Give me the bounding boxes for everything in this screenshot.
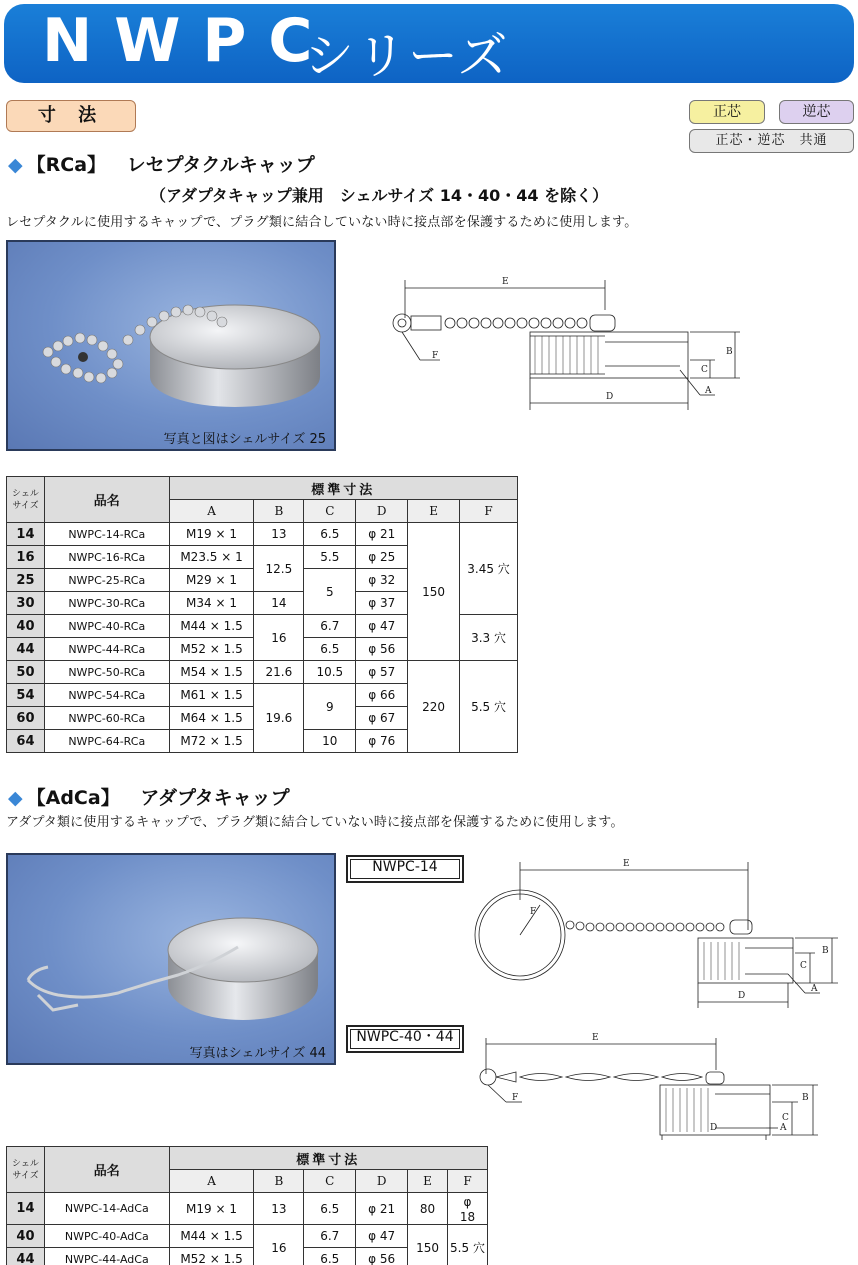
diamond-bullet-icon: ◆ [8, 787, 23, 809]
rca-heading-code: 【RCa】 [26, 154, 107, 176]
rca-label-e: E [502, 277, 509, 287]
col-c: C [304, 500, 356, 523]
table-row: 64 NWPC-64-RCa M72 × 1.5 10 φ 76 [7, 730, 518, 753]
col-b: B [254, 1170, 304, 1193]
col-part-name: 品名 [44, 1147, 169, 1193]
rca-dimension-drawing [380, 270, 760, 420]
rca-cap-image [8, 242, 336, 451]
table-row: 50 NWPC-50-RCa M54 × 1.5 21.6 10.5 φ 57 220 5.5 穴 [7, 661, 518, 684]
model-label-nwpc-40-44: NWPC-40・44 [346, 1025, 464, 1053]
adca2-label-a: A [780, 1123, 787, 1133]
col-f: F [448, 1170, 488, 1193]
series-suffix: シリーズ [304, 27, 510, 85]
rca-label-c: C [701, 365, 708, 375]
col-b: B [254, 500, 304, 523]
badge-gyakushin: 逆芯 [779, 100, 854, 124]
col-part-name: 品名 [44, 477, 169, 523]
adca1-label-f: F [530, 907, 537, 917]
adca-photo-caption: 写真はシェルサイズ 44 [189, 1046, 326, 1061]
col-shell-size: シェル サイズ [7, 477, 45, 523]
adca1-label-a: A [811, 984, 818, 994]
table-row: 16 NWPC-16-RCa M23.5 × 1 12.5 5.5 φ 25 [7, 546, 518, 569]
table-row: 44 NWPC-44-RCa M52 × 1.5 6.5 φ 56 [7, 638, 518, 661]
rca-label-b: B [726, 347, 733, 357]
table-row: 40 NWPC-40-RCa M44 × 1.5 16 6.7 φ 47 3.3 穴 [7, 615, 518, 638]
rca-label-a: A [705, 386, 712, 396]
adca-description: アダプタ類に使用するキャップで、プラグ類に結合していない時に接点部を保護するために使用します。 [6, 815, 624, 830]
table-row: 40 NWPC-40-AdCa M44 × 1.5 16 6.7 φ 47 150 5.5 穴 [7, 1225, 488, 1248]
adca-drawing-nwpc-14 [470, 850, 850, 1010]
col-shell-size: シェル サイズ [7, 1147, 45, 1193]
table-row: 25 NWPC-25-RCa M29 × 1 5 φ 32 [7, 569, 518, 592]
table-row: 54 NWPC-54-RCa M61 × 1.5 19.6 9 φ 66 [7, 684, 518, 707]
adca-cap-image [8, 855, 336, 1065]
col-e: E [408, 500, 460, 523]
rca-subheading: （アダプタキャップ兼用 シェルサイズ 14・40・44 を除く） [150, 186, 609, 205]
rca-description: レセプタクルに使用するキャップで、プラグ類に結合していない時に接点部を保護するために使用します。 [6, 215, 638, 230]
col-standard-dims: 標準寸法 [169, 1147, 487, 1170]
adca-heading [8, 783, 290, 810]
series-name: NWPC [42, 6, 335, 76]
section-tag-dimensions: 寸 法 [6, 100, 136, 132]
rca-label-f: F [432, 351, 439, 361]
adca2-label-c: C [782, 1113, 789, 1123]
table-row: 14 NWPC-14-AdCa M19 × 1 13 6.5 φ 21 80 φ 18 [7, 1193, 488, 1225]
table-row: 60 NWPC-60-RCa M64 × 1.5 φ 67 [7, 707, 518, 730]
col-a: A [169, 1170, 254, 1193]
adca1-label-e: E [623, 859, 630, 869]
table-row: 14 NWPC-14-RCa M19 × 1 13 6.5 φ 21 150 3.45 穴 [7, 523, 518, 546]
badge-common: 正芯・逆芯 共通 [689, 129, 854, 153]
col-a: A [169, 500, 254, 523]
diamond-bullet-icon: ◆ [8, 154, 23, 176]
col-f: F [460, 500, 518, 523]
table-row: 30 NWPC-30-RCa M34 × 1 14 φ 37 [7, 592, 518, 615]
table-row: 44 NWPC-44-AdCa M52 × 1.5 6.5 φ 56 [7, 1248, 488, 1265]
rca-heading [8, 150, 315, 177]
adca-dimension-table [6, 1146, 488, 1265]
col-c: C [304, 1170, 356, 1193]
rca-dimension-table [6, 476, 518, 753]
adca-heading-name: アダプタキャップ [140, 787, 290, 809]
series-banner [4, 4, 854, 83]
adca2-label-b: B [802, 1093, 809, 1103]
adca-heading-code: 【AdCa】 [26, 787, 120, 809]
adca2-label-f: F [512, 1093, 519, 1103]
rca-product-photo [6, 240, 336, 451]
adca2-label-e: E [592, 1033, 599, 1043]
rca-photo-caption: 写真と図はシェルサイズ 25 [163, 432, 326, 447]
adca-drawing-nwpc-40-44 [470, 1030, 850, 1140]
col-d: D [356, 1170, 408, 1193]
adca1-label-b: B [822, 946, 829, 956]
col-standard-dims: 標準寸法 [169, 477, 517, 500]
adca2-label-d: D [710, 1123, 718, 1133]
adca1-label-d: D [738, 991, 746, 1001]
rca-heading-name: レセプタクルキャップ [126, 154, 315, 176]
col-d: D [356, 500, 408, 523]
rca-label-d: D [606, 392, 614, 402]
model-label-nwpc-14: NWPC-14 [346, 855, 464, 883]
badge-seishin: 正芯 [689, 100, 765, 124]
adca-product-photo [6, 853, 336, 1065]
col-e: E [408, 1170, 448, 1193]
adca1-label-c: C [800, 961, 807, 971]
